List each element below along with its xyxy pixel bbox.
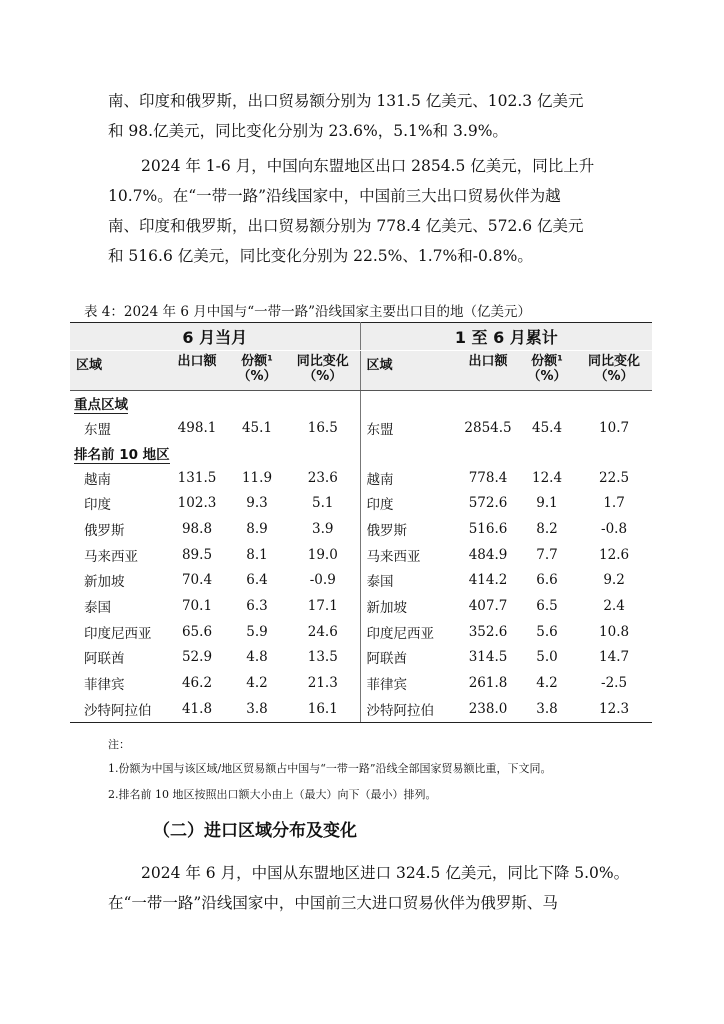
table-cell: 11.9 bbox=[241, 469, 273, 486]
table-row bbox=[70, 619, 652, 645]
table-cell: 261.8 bbox=[468, 675, 508, 692]
table-cell: 52.9 bbox=[181, 649, 213, 666]
table-cell: 14.7 bbox=[599, 649, 630, 666]
col-header-share-unit: （%） bbox=[527, 369, 567, 384]
table-cell: 越南 bbox=[84, 471, 111, 488]
paragraph-line: 南、印度和俄罗斯，出口贸易额分别为 778.4 亿美元、572.6 亿美元 bbox=[108, 217, 584, 235]
table-cell: 131.5 bbox=[177, 469, 217, 486]
table-cell: 3.9 bbox=[286, 516, 360, 542]
table-row bbox=[70, 465, 652, 491]
table-cell: 印度 bbox=[84, 497, 111, 514]
table-cell: -0.9 bbox=[286, 567, 360, 593]
table-cell: 17.1 bbox=[286, 593, 360, 619]
group-header-monthly: 6 月当月 bbox=[70, 323, 360, 351]
table-cell: 12.6 bbox=[599, 546, 630, 563]
col-header-yoy-unit: （%） bbox=[303, 369, 343, 384]
table-cell: 新加坡 bbox=[366, 599, 408, 616]
table-cell: 俄罗斯 bbox=[366, 522, 408, 539]
table-row bbox=[70, 415, 652, 441]
table-cell: 414.2 bbox=[468, 572, 508, 589]
table-cell: 2854.5 bbox=[464, 419, 512, 436]
table-cell: 46.2 bbox=[181, 675, 213, 692]
table-row bbox=[70, 542, 652, 568]
table-notes bbox=[108, 736, 668, 812]
table-cell: 2.4 bbox=[603, 597, 625, 614]
table-cell: 马来西亚 bbox=[84, 548, 138, 565]
table-cell: 3.8 bbox=[228, 696, 286, 722]
table-cell: 314.5 bbox=[468, 649, 508, 666]
paragraph-line: 2024 年 1-6 月，中国向东盟地区出口 2854.5 亿美元，同比上升 bbox=[141, 157, 595, 175]
table-cell: 5.9 bbox=[246, 623, 268, 640]
col-header-share bbox=[228, 351, 286, 391]
table-cell: 5.1 bbox=[286, 490, 360, 516]
table-row bbox=[70, 490, 652, 516]
table-cell: 印度尼西亚 bbox=[366, 625, 435, 642]
paragraph-line: 在“一带一路”沿线国家中，中国前三大进口贸易伙伴为俄罗斯、马 bbox=[108, 894, 558, 912]
table-cell: 352.6 bbox=[468, 623, 508, 640]
table-body bbox=[70, 465, 652, 722]
col-header-export: 出口额 bbox=[166, 351, 228, 391]
table-row bbox=[70, 516, 652, 542]
table-cell: 东盟 bbox=[84, 421, 111, 438]
section-label-top10: 排名前 10 地区 bbox=[70, 441, 360, 465]
table-cell: 马来西亚 bbox=[366, 548, 421, 565]
table-cell: 238.0 bbox=[458, 696, 518, 722]
table-cell: 516.6 bbox=[468, 520, 508, 537]
table-cell: 10.7 bbox=[599, 419, 630, 436]
table-cell: 沙特阿拉伯 bbox=[360, 696, 458, 722]
table-caption: 表 4：2024 年 6 月中国与“一带一路”沿线国家主要出口目的地（亿美元） bbox=[84, 304, 532, 320]
table-cell: 12.4 bbox=[532, 469, 563, 486]
col-header-yoy bbox=[576, 351, 652, 391]
table-cell: 9.3 bbox=[246, 495, 268, 512]
table-cell: 8.1 bbox=[246, 546, 268, 563]
table-cell: 778.4 bbox=[468, 469, 508, 486]
table-row bbox=[70, 670, 652, 696]
paragraph-3 bbox=[108, 858, 628, 918]
table-cell: 41.8 bbox=[166, 696, 228, 722]
table-cell: 484.9 bbox=[468, 546, 508, 563]
table-cell: 菲律宾 bbox=[366, 677, 408, 694]
table-cell: 102.3 bbox=[177, 495, 217, 512]
table-cell: 8.2 bbox=[536, 520, 558, 537]
table-row bbox=[70, 645, 652, 671]
col-header-yoy bbox=[286, 351, 360, 391]
col-header-share-label: 份额¹ bbox=[531, 354, 563, 369]
table-cell: 22.5 bbox=[599, 469, 630, 486]
section-heading: （二）进口区域分布及变化 bbox=[153, 821, 357, 841]
table-cell: 23.6 bbox=[286, 465, 360, 491]
table-cell: 4.2 bbox=[246, 675, 268, 692]
table-cell: 45.4 bbox=[532, 419, 563, 436]
table-cell: 19.0 bbox=[286, 542, 360, 568]
col-header-region: 区域 bbox=[70, 351, 166, 391]
table-cell: 12.3 bbox=[576, 696, 652, 722]
table-cell: 6.3 bbox=[246, 597, 268, 614]
note-item: 1.份额为中国与该区域/地区贸易额占中国与“一带一路”沿线全部国家贸易额比重，下文同。 bbox=[108, 762, 552, 775]
table-cell: 新加坡 bbox=[84, 574, 125, 591]
col-header-yoy-unit: （%） bbox=[594, 369, 634, 384]
table-cell: 13.5 bbox=[286, 645, 360, 671]
export-destination-table bbox=[70, 322, 652, 723]
table-cell: 4.8 bbox=[246, 649, 268, 666]
col-header-region: 区域 bbox=[360, 351, 458, 391]
col-header-share-label: 份额¹ bbox=[241, 354, 273, 369]
table-cell: 70.4 bbox=[181, 572, 213, 589]
table-cell: 21.3 bbox=[286, 670, 360, 696]
table-cell: -2.5 bbox=[601, 675, 628, 692]
table-cell: 6.4 bbox=[246, 572, 268, 589]
table-cell: 7.7 bbox=[536, 546, 558, 563]
table-cell: 5.6 bbox=[536, 623, 558, 640]
table-cell: 阿联酋 bbox=[84, 651, 125, 668]
paragraph-line: 和 98.亿美元，同比变化分别为 23.6%，5.1%和 3.9%。 bbox=[108, 122, 508, 140]
table-cell: 4.2 bbox=[536, 675, 558, 692]
table-row bbox=[70, 696, 652, 722]
table-cell: 5.0 bbox=[536, 649, 558, 666]
table-cell: 印度尼西亚 bbox=[84, 625, 152, 642]
table-cell: 菲律宾 bbox=[84, 677, 125, 694]
paragraph-line: 2024 年 6 月，中国从东盟地区进口 324.5 亿美元，同比下降 5.0%。 bbox=[141, 864, 630, 882]
section-label-key-regions: 重点区域 bbox=[70, 391, 360, 416]
table-cell: 16.1 bbox=[286, 696, 360, 722]
paragraph-line: 10.7%。在“一带一路”沿线国家中，中国前三大出口贸易伙伴为越 bbox=[108, 187, 561, 205]
table-cell: 45.1 bbox=[241, 419, 273, 436]
table-row bbox=[70, 567, 652, 593]
table-cell: 70.1 bbox=[181, 597, 213, 614]
paragraph-line: 南、印度和俄罗斯，出口贸易额分别为 131.5 亿美元、102.3 亿美元 bbox=[108, 92, 584, 110]
table-cell: 89.5 bbox=[181, 546, 213, 563]
table-cell: 98.8 bbox=[181, 520, 213, 537]
paragraph-2 bbox=[108, 151, 628, 271]
table-cell: 俄罗斯 bbox=[84, 522, 125, 539]
table-cell: 阿联酋 bbox=[366, 651, 408, 668]
col-header-yoy-label: 同比变化 bbox=[296, 354, 349, 369]
table-cell: 3.8 bbox=[518, 696, 576, 722]
group-header-cumulative: 1 至 6 月累计 bbox=[360, 323, 652, 351]
table-cell: 印度 bbox=[366, 497, 394, 514]
col-header-share-unit: （%） bbox=[237, 369, 277, 384]
table-cell: 9.1 bbox=[536, 495, 558, 512]
table-cell: -0.8 bbox=[601, 520, 628, 537]
table-cell: 8.9 bbox=[246, 520, 268, 537]
table-row bbox=[70, 593, 652, 619]
table-cell: 6.6 bbox=[536, 572, 558, 589]
table-cell: 24.6 bbox=[286, 619, 360, 645]
table-cell: 越南 bbox=[366, 471, 394, 488]
notes-title: 注： bbox=[108, 738, 130, 751]
col-header-share bbox=[518, 351, 576, 391]
table-cell: 498.1 bbox=[177, 419, 217, 436]
col-header-yoy-label: 同比变化 bbox=[588, 354, 641, 369]
table-cell: 泰国 bbox=[84, 599, 111, 616]
table-cell: 泰国 bbox=[366, 574, 394, 591]
note-item: 2.排名前 10 地区按照出口额大小由上（最大）向下（最小）排列。 bbox=[108, 788, 437, 801]
col-header-export: 出口额 bbox=[458, 351, 518, 391]
table-cell: 572.6 bbox=[468, 495, 508, 512]
table-cell: 东盟 bbox=[366, 421, 394, 438]
paragraph-line: 和 516.6 亿美元，同比变化分别为 22.5%、1.7%和-0.8%。 bbox=[108, 247, 533, 265]
table-cell: 9.2 bbox=[603, 572, 625, 589]
paragraph-1 bbox=[108, 86, 628, 146]
table-cell: 10.8 bbox=[599, 623, 630, 640]
table-cell: 6.5 bbox=[536, 597, 558, 614]
table-cell: 407.7 bbox=[468, 597, 508, 614]
table-cell: 65.6 bbox=[181, 623, 213, 640]
table-cell: 1.7 bbox=[603, 495, 625, 512]
table-cell: 沙特阿拉伯 bbox=[70, 696, 166, 722]
table-cell: 16.5 bbox=[286, 415, 360, 441]
